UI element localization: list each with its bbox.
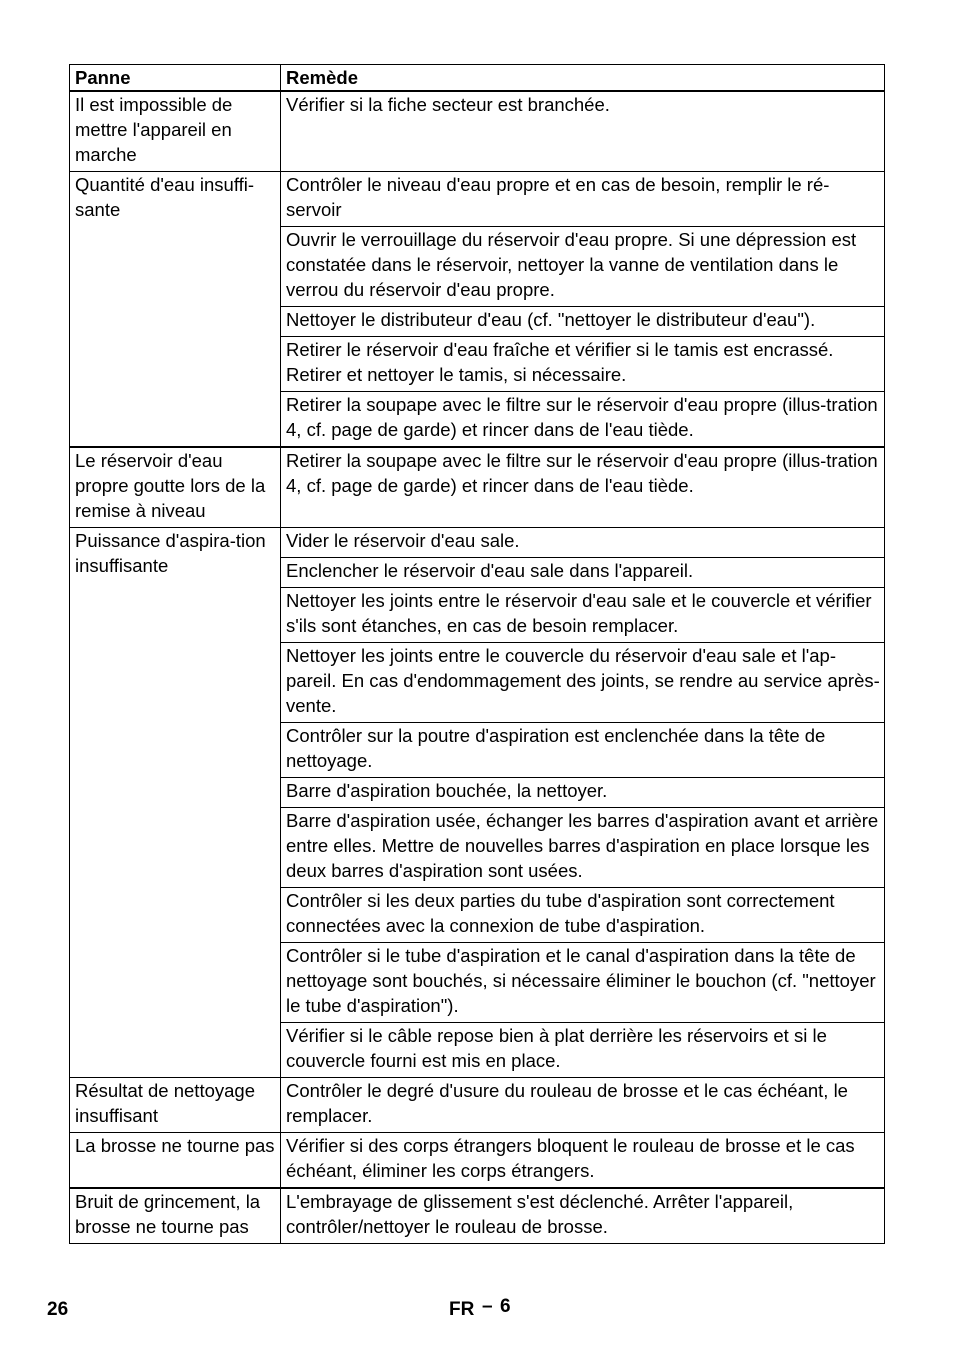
remedy-cell: Contrôler si les deux parties du tube d'aspiration sont correctement connectées avec la connexion de tube d'aspiration. — [281, 888, 885, 943]
table-row — [70, 447, 885, 528]
table-row — [70, 1188, 885, 1244]
fault-cell: La brosse ne tourne pas — [70, 1133, 281, 1189]
table-row — [70, 172, 885, 227]
fault-cell: Bruit de grincement, la brosse ne tourne pas — [70, 1188, 281, 1244]
language-code: FR — [449, 1299, 475, 1320]
fault-cell: Puissance d'aspira-tion insuffisante — [70, 528, 281, 1078]
remedy-cell: Barre d'aspiration usée, échanger les barres d'aspiration avant et arrière entre elles. Mettre de nouvelles barres d'aspiration en place lorsque les deux barres d'aspiration sont usées. — [281, 808, 885, 888]
section-page-number: 6 — [500, 1296, 511, 1317]
table-header-row — [70, 65, 885, 92]
fault-cell: Résultat de nettoyage insuffisant — [70, 1078, 281, 1133]
remedy-cell: Vérifier si la fiche secteur est branchée. — [281, 91, 885, 172]
remedy-cell: Vider le réservoir d'eau sale. — [281, 528, 885, 558]
remedy-cell: Ouvrir le verrouillage du réservoir d'eau propre. Si une dépression est constatée dans le réservoir, nettoyer la vanne de ventilation dans le verrou du réservoir d'eau propre. — [281, 227, 885, 307]
table-row — [70, 528, 885, 558]
troubleshooting-table — [69, 64, 885, 1244]
remedy-cell: L'embrayage de glissement s'est déclenché. Arrêter l'appareil, contrôler/nettoyer le rouleau de brosse. — [281, 1188, 885, 1244]
remedy-cell: Retirer la soupape avec le filtre sur le réservoir d'eau propre (illus-tration 4, cf. page de garde) et rincer dans de l'eau tiède. — [281, 447, 885, 528]
table-row — [70, 91, 885, 172]
remedy-cell: Enclencher le réservoir d'eau sale dans l'appareil. — [281, 558, 885, 588]
remedy-cell: Nettoyer les joints entre le couvercle du réservoir d'eau sale et l'ap-pareil. En cas d'endommagement des joints, se rendre au service après-vente. — [281, 643, 885, 723]
header-fault: Panne — [70, 65, 281, 92]
fault-cell: Quantité d'eau insuffi-sante — [70, 172, 281, 448]
table-row — [70, 1078, 885, 1133]
page-number: 26 — [47, 1299, 69, 1320]
fault-cell: Le réservoir d'eau propre goutte lors de la remise à niveau — [70, 447, 281, 528]
table-body — [70, 91, 885, 1244]
fault-cell: Il est impossible de mettre l'appareil en marche — [70, 91, 281, 172]
remedy-cell: Contrôler si le tube d'aspiration et le canal d'aspiration dans la tête de nettoyage sont bouchés, si nécessaire éliminer le bouchon (cf. "nettoyer le tube d'aspiration"). — [281, 943, 885, 1023]
remedy-cell: Contrôler le degré d'usure du rouleau de brosse et le cas échéant, le remplacer. — [281, 1078, 885, 1133]
remedy-cell: Retirer la soupape avec le filtre sur le réservoir d'eau propre (illus-tration 4, cf. page de garde) et rincer dans de l'eau tiède. — [281, 392, 885, 448]
remedy-cell: Nettoyer les joints entre le réservoir d'eau sale et le couvercle et vérifier s'ils sont étanches, en cas de besoin remplacer. — [281, 588, 885, 643]
remedy-cell: Contrôler le niveau d'eau propre et en cas de besoin, remplir le ré-servoir — [281, 172, 885, 227]
remedy-cell: Vérifier si le câble repose bien à plat derrière les réservoirs et si le couvercle fourni est mis en place. — [281, 1023, 885, 1078]
footer-separator: – — [482, 1296, 493, 1317]
remedy-cell: Vérifier si des corps étrangers bloquent le rouleau de brosse et le cas échéant, éliminer les corps étrangers. — [281, 1133, 885, 1189]
remedy-cell: Retirer le réservoir d'eau fraîche et vérifier si le tamis est encrassé. Retirer et nettoyer le tamis, si nécessaire. — [281, 337, 885, 392]
header-remedy: Remède — [281, 65, 885, 92]
remedy-cell: Barre d'aspiration bouchée, la nettoyer. — [281, 778, 885, 808]
remedy-cell: Nettoyer le distributeur d'eau (cf. "nettoyer le distributeur d'eau"). — [281, 307, 885, 337]
table-row — [70, 1133, 885, 1189]
remedy-cell: Contrôler sur la poutre d'aspiration est enclenchée dans la tête de nettoyage. — [281, 723, 885, 778]
